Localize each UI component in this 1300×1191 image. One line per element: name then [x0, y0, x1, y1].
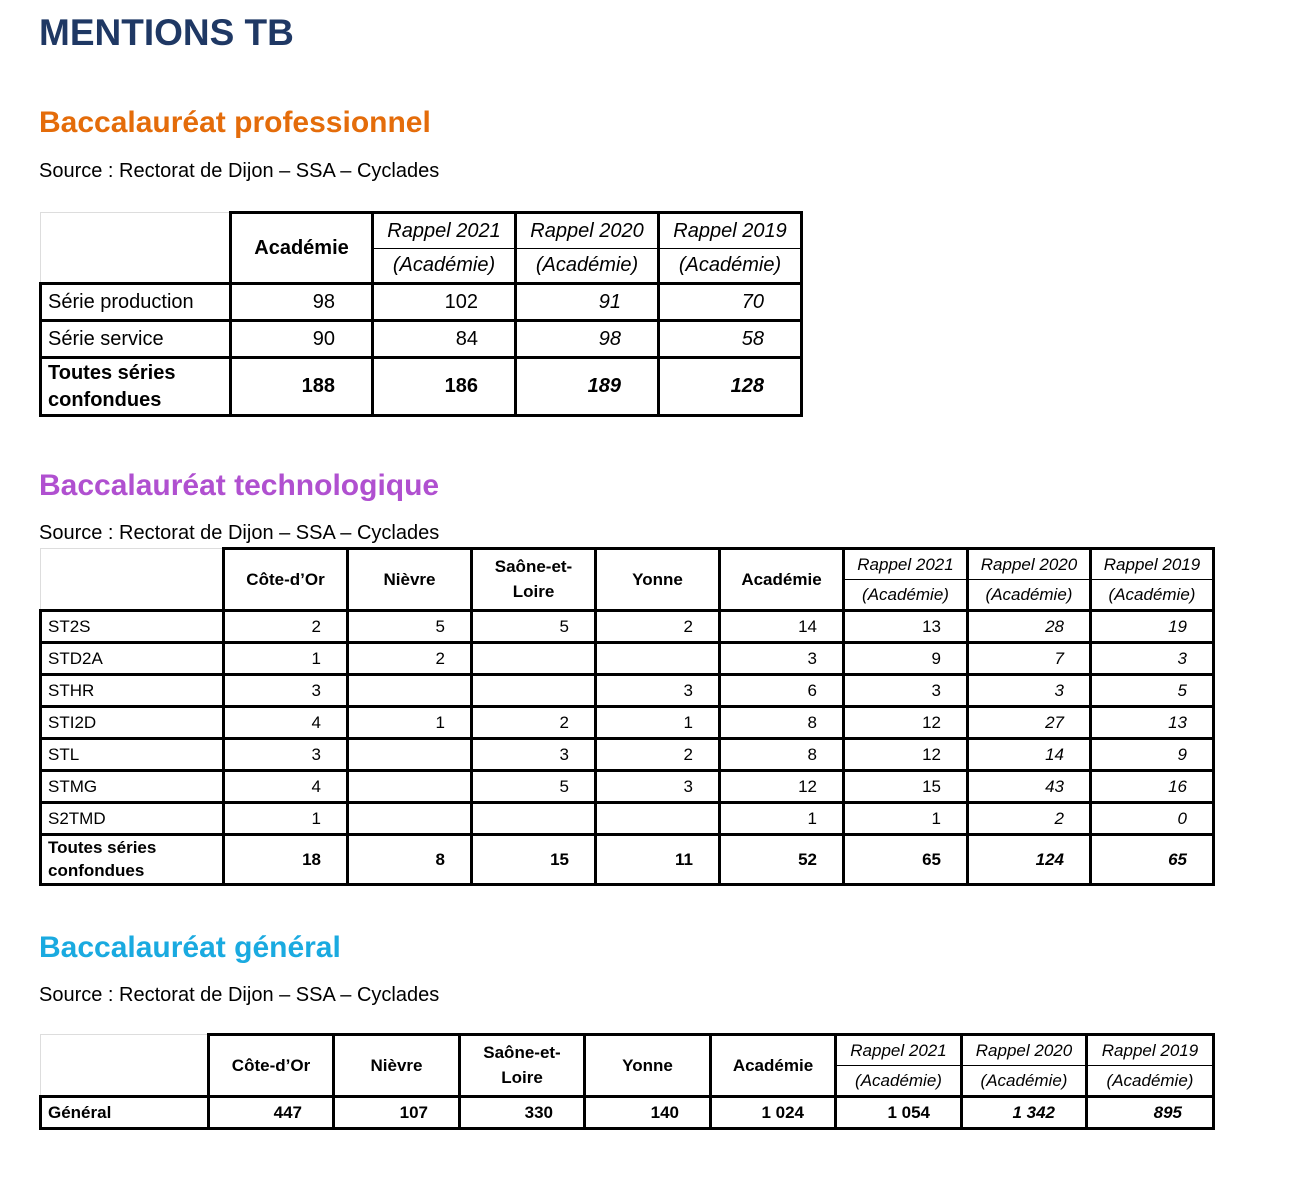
- header-academie: Académie: [720, 549, 844, 611]
- cell: 2: [472, 707, 596, 739]
- row-label: STL: [41, 739, 224, 771]
- cell: 1: [596, 707, 720, 739]
- table-row-total: [41, 835, 1214, 885]
- source-bac-general: Source : Rectorat de Dijon – SSA – Cyclades: [39, 984, 440, 1006]
- cell: 128: [659, 358, 802, 416]
- row-label-total: [41, 835, 224, 885]
- row-label: Série service: [41, 321, 231, 358]
- header-saone-line2: Loire: [512, 581, 555, 601]
- cell: 124: [968, 835, 1091, 885]
- cell: [472, 675, 596, 707]
- heading-bac-general: Baccalauréat général: [39, 931, 341, 964]
- cell: 65: [844, 835, 968, 885]
- cell: 11: [596, 835, 720, 885]
- cell: 8: [720, 739, 844, 771]
- cell: 188: [231, 358, 373, 416]
- table-bac-techno: [39, 547, 1215, 886]
- row-label: STHR: [41, 675, 224, 707]
- header-rappel-2019: Rappel 2019: [659, 213, 802, 249]
- header-cote-dor: Côte-d’Or: [224, 549, 348, 611]
- source-bac-pro: Source : Rectorat de Dijon – SSA – Cyclades: [39, 160, 440, 182]
- cell: 107: [334, 1097, 460, 1129]
- header-rappel-2020: Rappel 2020: [516, 213, 659, 249]
- heading-bac-techno: Baccalauréat technologique: [39, 469, 440, 502]
- cell: 70: [659, 284, 802, 321]
- cell: 1 342: [962, 1097, 1087, 1129]
- total-label-line2: confondues: [48, 388, 162, 411]
- header-saone-line1: Saône-et-: [483, 1042, 561, 1062]
- cell: 189: [516, 358, 659, 416]
- cell: 5: [348, 611, 472, 643]
- cell: 102: [373, 284, 516, 321]
- cell: 18: [224, 835, 348, 885]
- header-sub-2020: (Académie): [968, 580, 1091, 611]
- cell: 52: [720, 835, 844, 885]
- total-label-line1: Toutes séries: [48, 837, 157, 857]
- cell: 9: [844, 643, 968, 675]
- total-label-line2: confondues: [48, 860, 145, 880]
- cell: [348, 739, 472, 771]
- cell: 27: [968, 707, 1091, 739]
- heading-bac-pro: Baccalauréat professionnel: [39, 106, 431, 139]
- cell: 1: [844, 803, 968, 835]
- cell: 0: [1091, 803, 1214, 835]
- table-row: [41, 611, 1214, 643]
- table-bac-pro: [39, 211, 803, 417]
- cell: 5: [472, 771, 596, 803]
- header-saone-line1: Saône-et-: [494, 556, 573, 576]
- cell: 1 024: [711, 1097, 836, 1129]
- cell: 1: [348, 707, 472, 739]
- cell: 3: [224, 675, 348, 707]
- header-rappel-2020: Rappel 2020: [968, 549, 1091, 580]
- cell: 43: [968, 771, 1091, 803]
- cell: 58: [659, 321, 802, 358]
- header-saone-line2: Loire: [501, 1067, 543, 1087]
- header-sub-2021: (Académie): [373, 249, 516, 284]
- row-label: S2TMD: [41, 803, 224, 835]
- header-sub-2020: (Académie): [962, 1066, 1087, 1097]
- cell: 19: [1091, 611, 1214, 643]
- row-label: STD2A: [41, 643, 224, 675]
- cell: 895: [1087, 1097, 1214, 1129]
- cell: [596, 643, 720, 675]
- header-stub: [41, 549, 224, 611]
- cell: 2: [596, 611, 720, 643]
- cell: 28: [968, 611, 1091, 643]
- cell: 447: [209, 1097, 334, 1129]
- table-row: [41, 1097, 1214, 1129]
- cell: 15: [472, 835, 596, 885]
- table-row: [41, 771, 1214, 803]
- row-label: ST2S: [41, 611, 224, 643]
- header-rappel-2020: Rappel 2020: [962, 1035, 1087, 1066]
- cell: 1: [224, 643, 348, 675]
- cell: 4: [224, 707, 348, 739]
- header-sub-2019: (Académie): [1091, 580, 1214, 611]
- header-academie: Académie: [231, 213, 373, 284]
- source-bac-techno: Source : Rectorat de Dijon – SSA – Cyclades: [39, 522, 440, 544]
- cell: 14: [720, 611, 844, 643]
- cell: [472, 803, 596, 835]
- cell: 2: [224, 611, 348, 643]
- table-row: [41, 675, 1214, 707]
- cell: 3: [472, 739, 596, 771]
- table-row: [41, 321, 802, 358]
- header-rappel-2021: Rappel 2021: [836, 1035, 962, 1066]
- cell: 1: [720, 803, 844, 835]
- row-label: Série production: [41, 284, 231, 321]
- cell: 330: [460, 1097, 585, 1129]
- header-stub: [41, 1035, 209, 1097]
- cell: 14: [968, 739, 1091, 771]
- cell: 84: [373, 321, 516, 358]
- techno-rows: [41, 611, 1214, 835]
- cell: 3: [596, 771, 720, 803]
- header-rappel-2019: Rappel 2019: [1087, 1035, 1214, 1066]
- table-row: [41, 284, 802, 321]
- cell: 3: [1091, 643, 1214, 675]
- table-row: [41, 739, 1214, 771]
- row-label: STMG: [41, 771, 224, 803]
- cell: 2: [596, 739, 720, 771]
- header-yonne: Yonne: [585, 1035, 711, 1097]
- cell: 8: [348, 835, 472, 885]
- table-row: [41, 707, 1214, 739]
- page-title: MENTIONS TB: [39, 12, 294, 53]
- cell: [472, 643, 596, 675]
- cell: 9: [1091, 739, 1214, 771]
- cell: [596, 803, 720, 835]
- cell: 140: [585, 1097, 711, 1129]
- cell: 186: [373, 358, 516, 416]
- header-rappel-2021: Rappel 2021: [373, 213, 516, 249]
- cell: 6: [720, 675, 844, 707]
- cell: 3: [844, 675, 968, 707]
- cell: 65: [1091, 835, 1214, 885]
- total-label-line1: Toutes séries: [48, 361, 176, 384]
- cell: [348, 771, 472, 803]
- cell: 7: [968, 643, 1091, 675]
- cell: 3: [224, 739, 348, 771]
- cell: 8: [720, 707, 844, 739]
- table-row: [41, 643, 1214, 675]
- cell: 1 054: [836, 1097, 962, 1129]
- cell: [348, 675, 472, 707]
- cell: 13: [1091, 707, 1214, 739]
- row-label: STI2D: [41, 707, 224, 739]
- cell: 2: [348, 643, 472, 675]
- cell: 91: [516, 284, 659, 321]
- cell: 98: [231, 284, 373, 321]
- header-saone-et-loire: [472, 549, 596, 611]
- header-sub-2020: (Académie): [516, 249, 659, 284]
- header-sub-2021: (Académie): [836, 1066, 962, 1097]
- cell: [348, 803, 472, 835]
- cell: 16: [1091, 771, 1214, 803]
- cell: 3: [720, 643, 844, 675]
- header-cote-dor: Côte-d’Or: [209, 1035, 334, 1097]
- header-sub-2021: (Académie): [844, 580, 968, 611]
- cell: 4: [224, 771, 348, 803]
- header-nievre: Nièvre: [334, 1035, 460, 1097]
- header-sub-2019: (Académie): [1087, 1066, 1214, 1097]
- cell: 12: [844, 739, 968, 771]
- cell: 1: [224, 803, 348, 835]
- header-academie: Académie: [711, 1035, 836, 1097]
- header-rappel-2019: Rappel 2019: [1091, 549, 1214, 580]
- cell: 98: [516, 321, 659, 358]
- header-stub: [41, 213, 231, 284]
- table-row: [41, 803, 1214, 835]
- cell: 12: [844, 707, 968, 739]
- cell: 12: [720, 771, 844, 803]
- header-rappel-2021: Rappel 2021: [844, 549, 968, 580]
- row-label-total: [41, 358, 231, 416]
- cell: 13: [844, 611, 968, 643]
- cell: 3: [968, 675, 1091, 707]
- cell: 2: [968, 803, 1091, 835]
- table-bac-general: [39, 1033, 1215, 1130]
- cell: 3: [596, 675, 720, 707]
- header-saone-et-loire: [460, 1035, 585, 1097]
- cell: 90: [231, 321, 373, 358]
- row-label: Général: [41, 1097, 209, 1129]
- header-sub-2019: (Académie): [659, 249, 802, 284]
- cell: 5: [472, 611, 596, 643]
- header-yonne: Yonne: [596, 549, 720, 611]
- table-row-total: [41, 358, 802, 416]
- cell: 5: [1091, 675, 1214, 707]
- cell: 15: [844, 771, 968, 803]
- header-nievre: Nièvre: [348, 549, 472, 611]
